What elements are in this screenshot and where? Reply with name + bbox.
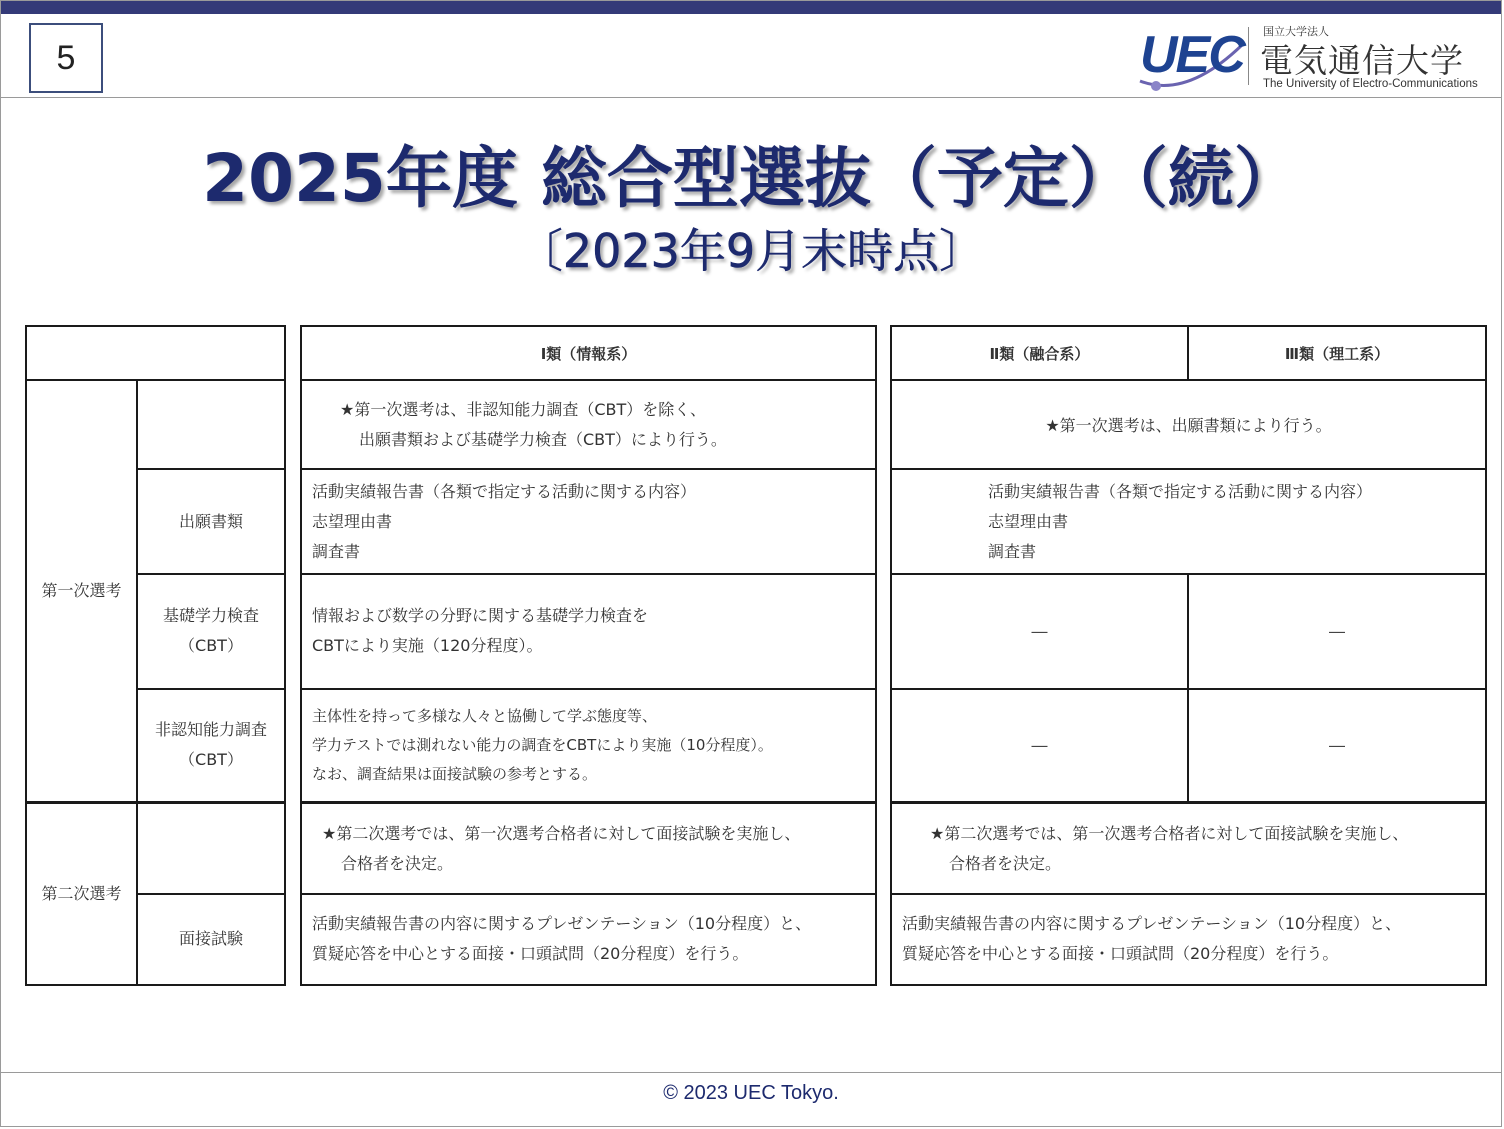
cat23-documents xyxy=(891,469,1486,574)
cat1-documents-line2: 志望理由書 xyxy=(312,511,393,531)
cat3-basic-test: ― xyxy=(1188,574,1486,688)
cat1-stage1-note xyxy=(301,380,876,469)
page-title: 2025年度 総合型選抜（予定）（続） xyxy=(202,140,1300,217)
label-noncog-line1: 非認知能力調査 xyxy=(154,720,267,740)
label-basic-test-line2: （CBT） xyxy=(179,636,243,656)
logo-name-en: The University of Electro-Communications xyxy=(1263,78,1478,90)
label-noncog xyxy=(137,689,285,803)
cat23-interview-line1: 活動実績報告書の内容に関するプレゼンテーション（10分程度）と、 xyxy=(902,914,1402,934)
page-subtitle: 〔2023年9月末時点〕 xyxy=(516,224,986,278)
label-interview: 面接試験 xyxy=(137,894,285,985)
stage-label-table xyxy=(25,325,286,986)
cat23-stage1-note: ★第一次選考は、出願書類により行う。 xyxy=(891,380,1486,469)
stage2-label: 第二次選考 xyxy=(26,803,137,985)
cat1-noncog-line1: 主体性を持って多様な人々と協働して学ぶ態度等、 xyxy=(312,706,658,725)
top-bar xyxy=(1,1,1501,14)
uec-logo xyxy=(1136,23,1481,93)
cat1-noncog xyxy=(301,689,876,803)
cat1-stage2-note-line2: 合格者を決定。 xyxy=(341,853,454,873)
header-divider xyxy=(1,97,1501,98)
cat1-basic-test xyxy=(301,574,876,688)
logo-corp-type: 国立大学法人 xyxy=(1263,25,1329,38)
cat1-interview xyxy=(301,894,876,985)
cat23-table xyxy=(890,325,1487,986)
cat1-interview-line1: 活動実績報告書の内容に関するプレゼンテーション（10分程度）と、 xyxy=(312,914,812,934)
page-number: 5 xyxy=(29,23,103,93)
cat1-stage2-note-line1: ★第二次選考では、第一次選考合格者に対して面接試験を実施し、 xyxy=(322,823,801,843)
header-cat1: Ⅰ類（情報系） xyxy=(301,326,876,380)
cat1-stage2-note xyxy=(301,803,876,894)
cat3-noncog: ― xyxy=(1188,689,1486,803)
cat1-noncog-line2: 学力テストでは測れない能力の調査をCBTにより実施（10分程度）。 xyxy=(312,735,773,754)
cat1-interview-line2: 質疑応答を中心とする面接・口頭試問（20分程度）を行う。 xyxy=(312,944,749,964)
cat2-noncog: ― xyxy=(891,689,1188,803)
cat23-documents-line1: 活動実績報告書（各類で指定する活動に関する内容） xyxy=(988,481,1373,501)
cat2-basic-test: ― xyxy=(891,574,1188,688)
footer-copyright: © 2023 UEC Tokyo. xyxy=(663,1082,839,1104)
logo-divider xyxy=(1248,27,1249,85)
cat1-documents-line1: 活動実績報告書（各類で指定する活動に関する内容） xyxy=(312,481,697,501)
cat1-noncog-line3: なお、調査結果は面接試験の参考とする。 xyxy=(312,764,598,783)
header-cat3: Ⅲ類（理工系） xyxy=(1188,326,1486,380)
cat23-interview-line2: 質疑応答を中心とする面接・口頭試問（20分程度）を行う。 xyxy=(902,944,1339,964)
label-documents: 出願書類 xyxy=(137,469,285,574)
cat1-stage1-note-line1: ★第一次選考は、非認知能力調査（CBT）を除く、 xyxy=(340,399,706,419)
logo-name-ja: 電気通信大学 xyxy=(1260,41,1464,80)
label-noncog-line2: （CBT） xyxy=(179,750,243,770)
cat1-documents-line3: 調査書 xyxy=(312,541,361,561)
footer-divider xyxy=(1,1072,1501,1073)
cat23-interview xyxy=(891,894,1486,985)
header-cat2: Ⅱ類（融合系） xyxy=(891,326,1188,380)
cat1-table xyxy=(300,325,877,986)
cat1-basic-test-line1: 情報および数学の分野に関する基礎学力検査を xyxy=(312,606,649,626)
cat23-documents-line2: 志望理由書 xyxy=(988,511,1069,531)
stage1-note-spacer xyxy=(137,380,285,469)
logo-abbr: UEC xyxy=(1140,26,1244,84)
corner-cell xyxy=(26,326,285,380)
cat23-documents-line3: 調査書 xyxy=(988,541,1037,561)
label-basic-test xyxy=(137,574,285,688)
stage1-label: 第一次選考 xyxy=(26,380,137,803)
cat23-stage2-note-line2: 合格者を決定。 xyxy=(949,853,1062,873)
stage2-note-spacer xyxy=(137,803,285,894)
cat1-basic-test-line2: CBTにより実施（120分程度）。 xyxy=(312,636,543,656)
label-basic-test-line1: 基礎学力検査 xyxy=(162,606,259,626)
cat1-documents xyxy=(301,469,876,574)
cat1-stage1-note-line2: 出願書類および基礎学力検査（CBT）により行う。 xyxy=(359,429,727,449)
cat23-stage2-note-line1: ★第二次選考では、第一次選考合格者に対して面接試験を実施し、 xyxy=(930,823,1409,843)
cat23-stage2-note xyxy=(891,803,1486,894)
